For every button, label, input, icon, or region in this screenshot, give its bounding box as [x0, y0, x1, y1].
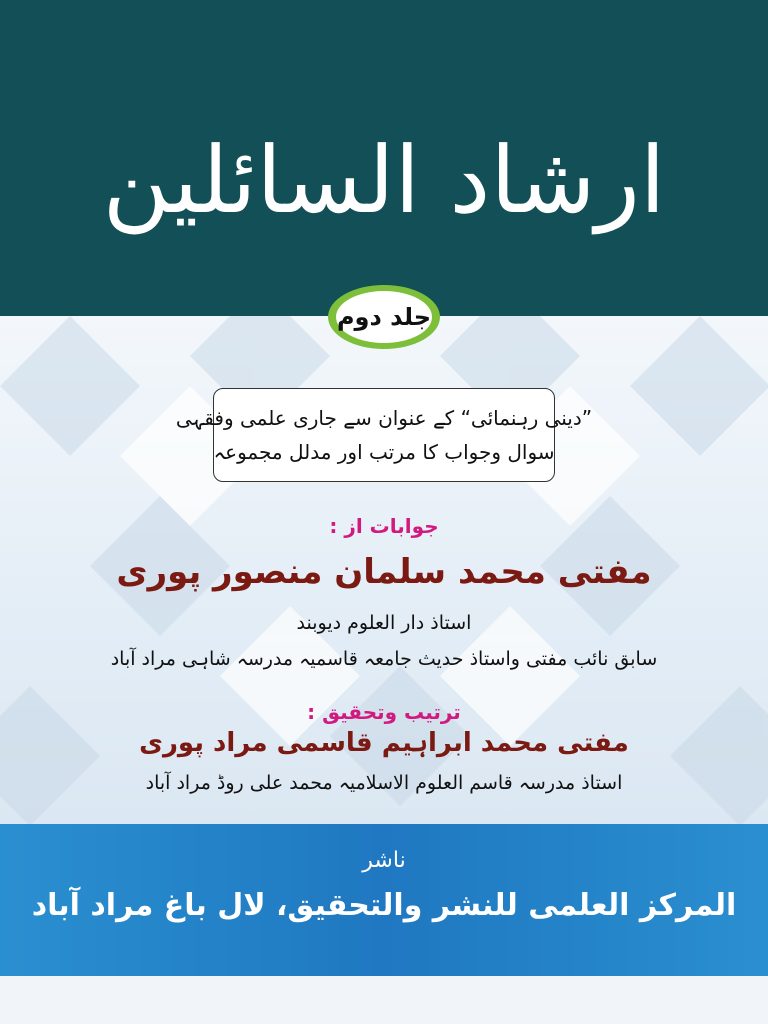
description-box — [175, 388, 593, 482]
description-line-1: ”دینی رہنمائی“ کے عنوان سے جاری علمی وفقہی — [175, 406, 593, 430]
author-title-2: سابق نائب مفتی واستاذ حدیث جامعہ قاسمیہ مدرسہ شاہی مراد آباد — [110, 648, 658, 670]
book-title: ارشاد السائلین — [102, 126, 666, 234]
description-line-2: سوال وجواب کا مرتب اور مدلل مجموعہ — [213, 440, 555, 464]
publisher-name: المرکز العلمی للنشر والتحقیق، لال باغ مراد آباد — [31, 888, 737, 923]
compiler-name: مفتی محمد ابراہیم قاسمی مراد پوری — [139, 728, 629, 758]
publisher-label: ناشر — [362, 848, 406, 873]
volume-label: جلد دوم — [336, 303, 432, 331]
author-title-1: استاذ دار العلوم دیوبند — [296, 612, 472, 634]
volume-badge — [324, 282, 444, 352]
compiler-title: استاذ مدرسہ قاسم العلوم الاسلامیہ محمد علی روڈ مراد آباد — [145, 772, 623, 794]
title-area — [0, 95, 768, 265]
author-name: مفتی محمد سلمان منصور پوری — [116, 552, 652, 592]
bottom-margin — [0, 976, 768, 1024]
compiler-label: ترتیب وتحقیق : — [307, 700, 461, 724]
answers-label: جوابات از : — [329, 514, 439, 538]
